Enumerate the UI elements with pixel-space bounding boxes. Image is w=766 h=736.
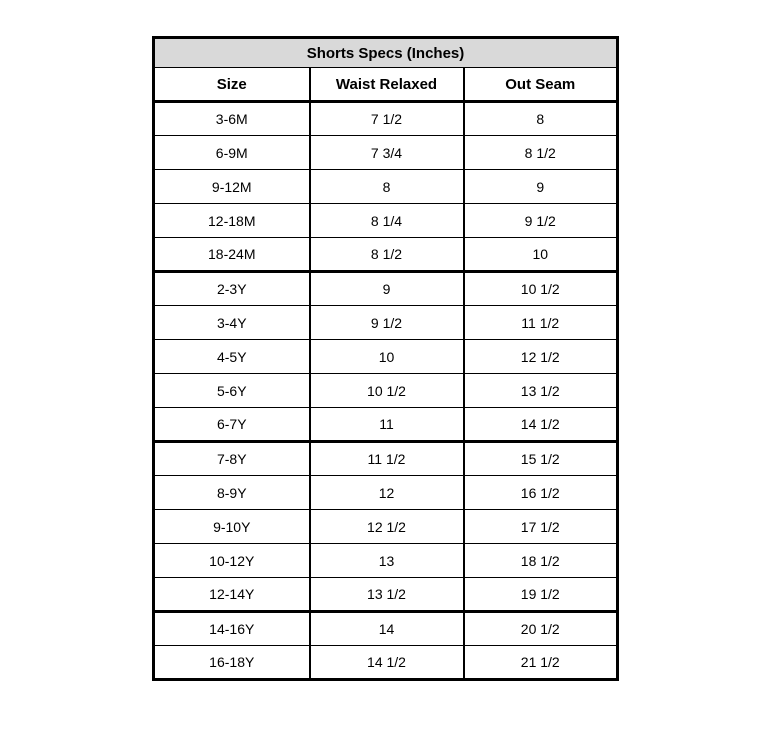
waist-relaxed-cell: 10 1/2	[310, 374, 464, 408]
table-row	[154, 442, 618, 476]
out-seam-cell: 15 1/2	[464, 442, 618, 476]
size-cell: 9-10Y	[154, 510, 310, 544]
table-row	[154, 510, 618, 544]
waist-relaxed-cell: 9	[310, 272, 464, 306]
table-row	[154, 306, 618, 340]
out-seam-cell: 21 1/2	[464, 646, 618, 680]
size-cell: 12-14Y	[154, 578, 310, 612]
out-seam-cell: 11 1/2	[464, 306, 618, 340]
out-seam-cell: 19 1/2	[464, 578, 618, 612]
size-cell: 6-9M	[154, 136, 310, 170]
out-seam-cell: 9	[464, 170, 618, 204]
waist-relaxed-cell: 13 1/2	[310, 578, 464, 612]
out-seam-cell: 12 1/2	[464, 340, 618, 374]
size-cell: 2-3Y	[154, 272, 310, 306]
waist-relaxed-cell: 7 1/2	[310, 102, 464, 136]
shorts-specs-table	[152, 36, 619, 681]
out-seam-cell: 10 1/2	[464, 272, 618, 306]
waist-relaxed-cell: 13	[310, 544, 464, 578]
out-seam-cell: 13 1/2	[464, 374, 618, 408]
column-header-waist-relaxed: Waist Relaxed	[310, 68, 464, 102]
table-row	[154, 204, 618, 238]
size-cell: 3-6M	[154, 102, 310, 136]
table-row	[154, 408, 618, 442]
table-row	[154, 136, 618, 170]
table-row	[154, 238, 618, 272]
waist-relaxed-cell: 8	[310, 170, 464, 204]
size-cell: 3-4Y	[154, 306, 310, 340]
out-seam-cell: 8	[464, 102, 618, 136]
size-cell: 14-16Y	[154, 612, 310, 646]
table-title: Shorts Specs (Inches)	[154, 38, 618, 68]
table-row	[154, 102, 618, 136]
waist-relaxed-cell: 14	[310, 612, 464, 646]
waist-relaxed-cell: 12	[310, 476, 464, 510]
waist-relaxed-cell: 10	[310, 340, 464, 374]
out-seam-cell: 16 1/2	[464, 476, 618, 510]
size-cell: 9-12M	[154, 170, 310, 204]
waist-relaxed-cell: 8 1/2	[310, 238, 464, 272]
size-cell: 4-5Y	[154, 340, 310, 374]
size-cell: 12-18M	[154, 204, 310, 238]
size-cell: 6-7Y	[154, 408, 310, 442]
table-row	[154, 612, 618, 646]
table-row	[154, 340, 618, 374]
column-header-size: Size	[154, 68, 310, 102]
table-row	[154, 476, 618, 510]
table-row	[154, 374, 618, 408]
size-cell: 5-6Y	[154, 374, 310, 408]
waist-relaxed-cell: 11	[310, 408, 464, 442]
table-row	[154, 272, 618, 306]
waist-relaxed-cell: 12 1/2	[310, 510, 464, 544]
table-title-row	[154, 38, 618, 68]
out-seam-cell: 17 1/2	[464, 510, 618, 544]
waist-relaxed-cell: 8 1/4	[310, 204, 464, 238]
waist-relaxed-cell: 9 1/2	[310, 306, 464, 340]
out-seam-cell: 9 1/2	[464, 204, 618, 238]
size-cell: 18-24M	[154, 238, 310, 272]
size-cell: 8-9Y	[154, 476, 310, 510]
waist-relaxed-cell: 14 1/2	[310, 646, 464, 680]
table-row	[154, 578, 618, 612]
table-header-row	[154, 68, 618, 102]
out-seam-cell: 18 1/2	[464, 544, 618, 578]
out-seam-cell: 8 1/2	[464, 136, 618, 170]
out-seam-cell: 10	[464, 238, 618, 272]
table-body	[154, 102, 618, 680]
size-cell: 16-18Y	[154, 646, 310, 680]
waist-relaxed-cell: 11 1/2	[310, 442, 464, 476]
waist-relaxed-cell: 7 3/4	[310, 136, 464, 170]
out-seam-cell: 20 1/2	[464, 612, 618, 646]
table-row	[154, 170, 618, 204]
out-seam-cell: 14 1/2	[464, 408, 618, 442]
table-row	[154, 544, 618, 578]
table-row	[154, 646, 618, 680]
column-header-out-seam: Out Seam	[464, 68, 618, 102]
size-cell: 10-12Y	[154, 544, 310, 578]
size-cell: 7-8Y	[154, 442, 310, 476]
